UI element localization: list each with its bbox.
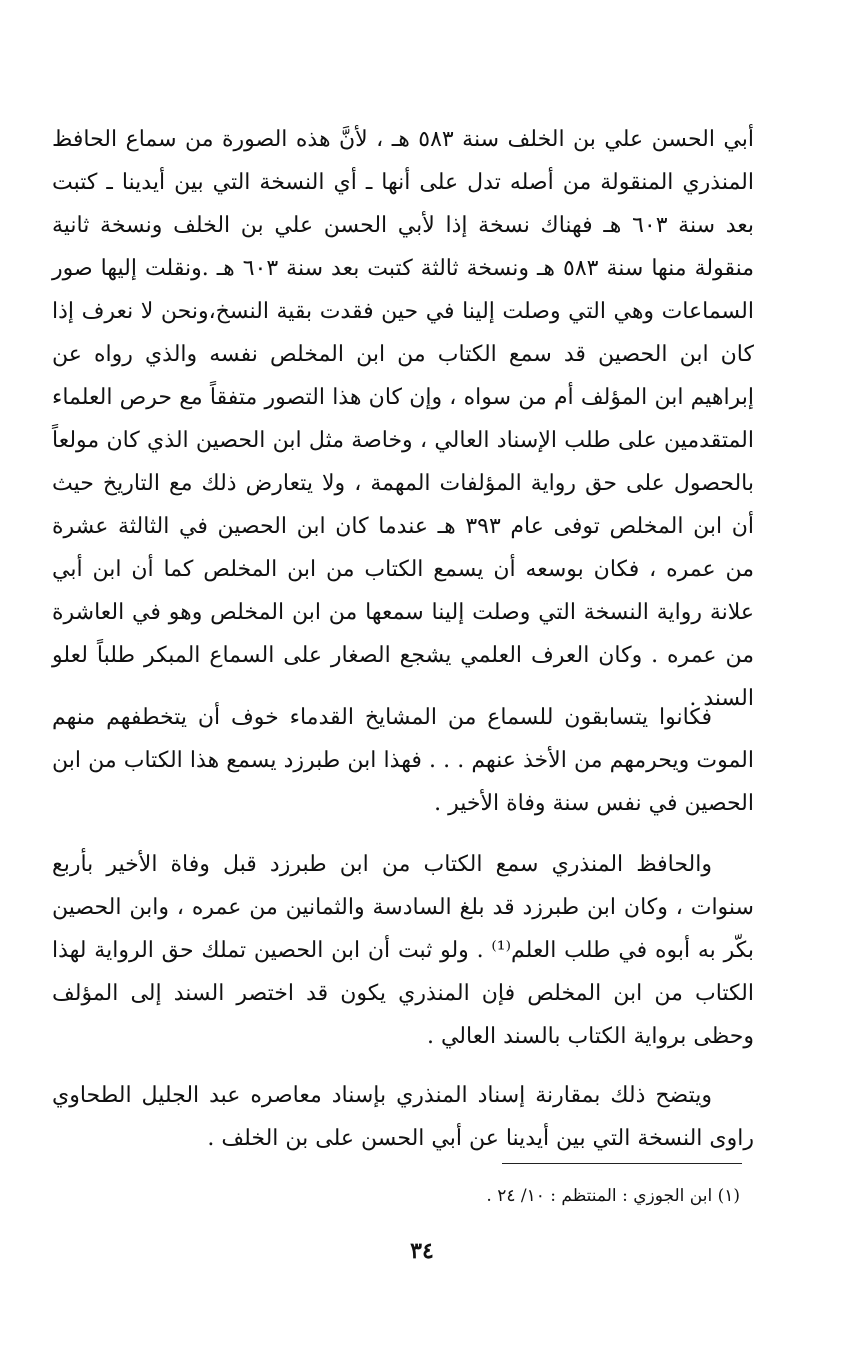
footnote-divider xyxy=(502,1163,742,1164)
paragraph-2: فكانوا يتسابقون للسماع من المشايخ القدماء خوف أن يتخطفهم منهم الموت ويحرمهم من الأخذ عنهم . . . فهذا ابن طبرزد يسمع هذا الكتاب من ابن الحصين في نفس سنة وفاة الأخير . xyxy=(52,705,754,816)
paragraph-4: ويتضح ذلك بمقارنة إسناد المنذري بإسناد معاصره عبد الجليل الطحاوي راوى النسخة التي بين أيدينا عن أبي الحسن على بن الخلف . xyxy=(52,1083,754,1151)
paragraph-3: والحافظ المنذري سمع الكتاب من ابن طبرزد قبل وفاة الأخير بأربع سنوات ، وكان ابن طبرزد قد بلغ السادسة والثمانين من عمره ، وابن الحصين بكّر به أبوه في طلب العلم⁽¹⁾ . ولو ثبت أن ابن الحصين تملك حق الرواية لهذا الكتاب من ابن المخلص فإن المنذري يكون قد اختصر السند إلى المؤلف وحظى برواية الكتاب بالسند العالي . xyxy=(52,852,755,1049)
page-body xyxy=(52,118,754,1160)
footnote: (١) ابن الجوزي : المنتظم : ١٠/ ٢٤ . xyxy=(486,1186,740,1206)
page-number: ٣٤ xyxy=(410,1238,434,1264)
paragraph-1: أبي الحسن علي بن الخلف سنة ٥٨٣ هـ ، لأنَّ هذه الصورة من سماع الحافظ المنذري المنقولة من أصله تدل على أنها ـ أي النسخة التي بين أيدينا ـ كتبت بعد سنة ٦٠٣ هـ فهناك نسخة إذا لأبي الحسن علي بن الخلف ونسخة ثانية منقولة منها سنة ٥٨٣ هـ ونسخة ثالثة كتبت بعد سنة ٦٠٣ هـ .ونقلت إليها صور السماعات وهي التي وصلت إلينا في حين فقدت بقية النسخ،ونحن لا نعرف إذا كان ابن الحصين قد سمع الكتاب من ابن المخلص نفسه والذي رواه عن إبراهيم ابن المؤلف أم من سواه ، وإن كان هذا التصور متفقاً مع حرص العلماء المتقدمين على طلب الإسناد العالي ، وخاصة مثل ابن الحصين الذي كان مولعاً بالحصول على حق رواية المؤلفات المهمة ، ولا يتعارض ذلك مع التاريخ حيث أن ابن المخلص توفى عام ٣٩٣ هـ عندما كان ابن الحصين في الثالثة عشرة من عمره ، فكان بوسعه أن يسمع الكتاب من ابن المخلص كما أن ابن أبي علانة رواية النسخة التي وصلت إلينا سمعها من ابن المخلص وهو في العاشرة من عمره . وكان العرف العلمي يشجع الصغار على السماع المبكر طلباً لعلو السند . xyxy=(52,127,755,711)
